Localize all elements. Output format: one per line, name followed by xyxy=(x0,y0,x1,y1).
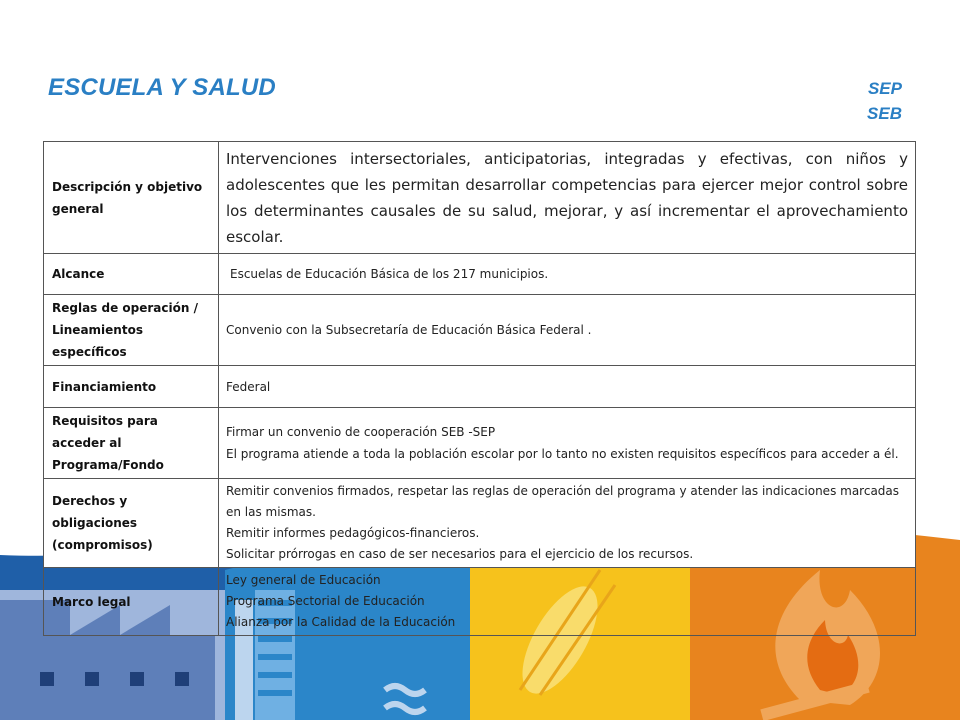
row-value-requisitos xyxy=(219,408,916,479)
value-line: Escuelas de Educación Básica de los 217 municipios. xyxy=(230,267,549,281)
row-label-marco-legal: Marco legal xyxy=(44,568,219,636)
value-line: Solicitar prórrogas en caso de ser necesarios para el ejercicio de los recursos. xyxy=(226,547,694,561)
row-value-alcance xyxy=(219,254,916,295)
table-row xyxy=(44,366,916,408)
org-label-seb: SEB xyxy=(867,104,902,123)
value-line: Remitir informes pedagógicos-financieros. xyxy=(226,526,480,540)
row-value-reglas xyxy=(219,295,916,366)
row-label-reglas: Reglas de operación / Lineamientos específicos xyxy=(44,295,219,366)
row-label-descripcion: Descripción y objetivo general xyxy=(44,142,219,254)
row-label-derechos: Derechos y obligaciones (compromisos) xyxy=(44,479,219,568)
table-row xyxy=(44,568,916,636)
table-row xyxy=(44,408,916,479)
value-line: Alianza por la Calidad de la Educación xyxy=(226,615,456,629)
row-value-derechos xyxy=(219,479,916,568)
value-line: El programa atiende a toda la población escolar por lo tanto no existen requisitos específicos para acceder a él. xyxy=(226,447,899,461)
table-row xyxy=(44,479,916,568)
row-value-financiamiento xyxy=(219,366,916,408)
value-line: Programa Sectorial de Educación xyxy=(226,594,425,608)
row-value-marco-legal xyxy=(219,568,916,636)
value-line: Ley general de Educación xyxy=(226,573,381,587)
page-title: ESCUELA Y SALUD xyxy=(48,74,276,101)
row-label-financiamiento: Financiamiento xyxy=(44,366,219,408)
table-row xyxy=(44,142,916,254)
row-value-descripcion xyxy=(219,142,916,254)
program-info-table xyxy=(43,141,916,636)
value-line: Intervenciones intersectoriales, anticipatorias, integradas y efectivas, con niños y adolescentes que les permitan desarrollar competencias para ejercer mejor control sobre los determinantes causales de su salud, mejorar, y así incrementar el aprovechamiento escolar. xyxy=(226,150,908,246)
value-line: Firmar un convenio de cooperación SEB -SEP xyxy=(226,425,496,439)
row-label-requisitos: Requisitos para acceder al Programa/Fondo xyxy=(44,408,219,479)
value-line: Convenio con la Subsecretaría de Educación Básica Federal . xyxy=(226,323,592,337)
organization-labels xyxy=(867,76,902,126)
row-label-alcance: Alcance xyxy=(44,254,219,295)
value-line: Federal xyxy=(226,379,271,394)
table-row xyxy=(44,254,916,295)
value-line: Remitir convenios firmados, respetar las reglas de operación del programa y atender las indicaciones marcadas en las mismas. xyxy=(226,484,900,519)
org-label-sep: SEP xyxy=(867,79,902,98)
table-row xyxy=(44,295,916,366)
